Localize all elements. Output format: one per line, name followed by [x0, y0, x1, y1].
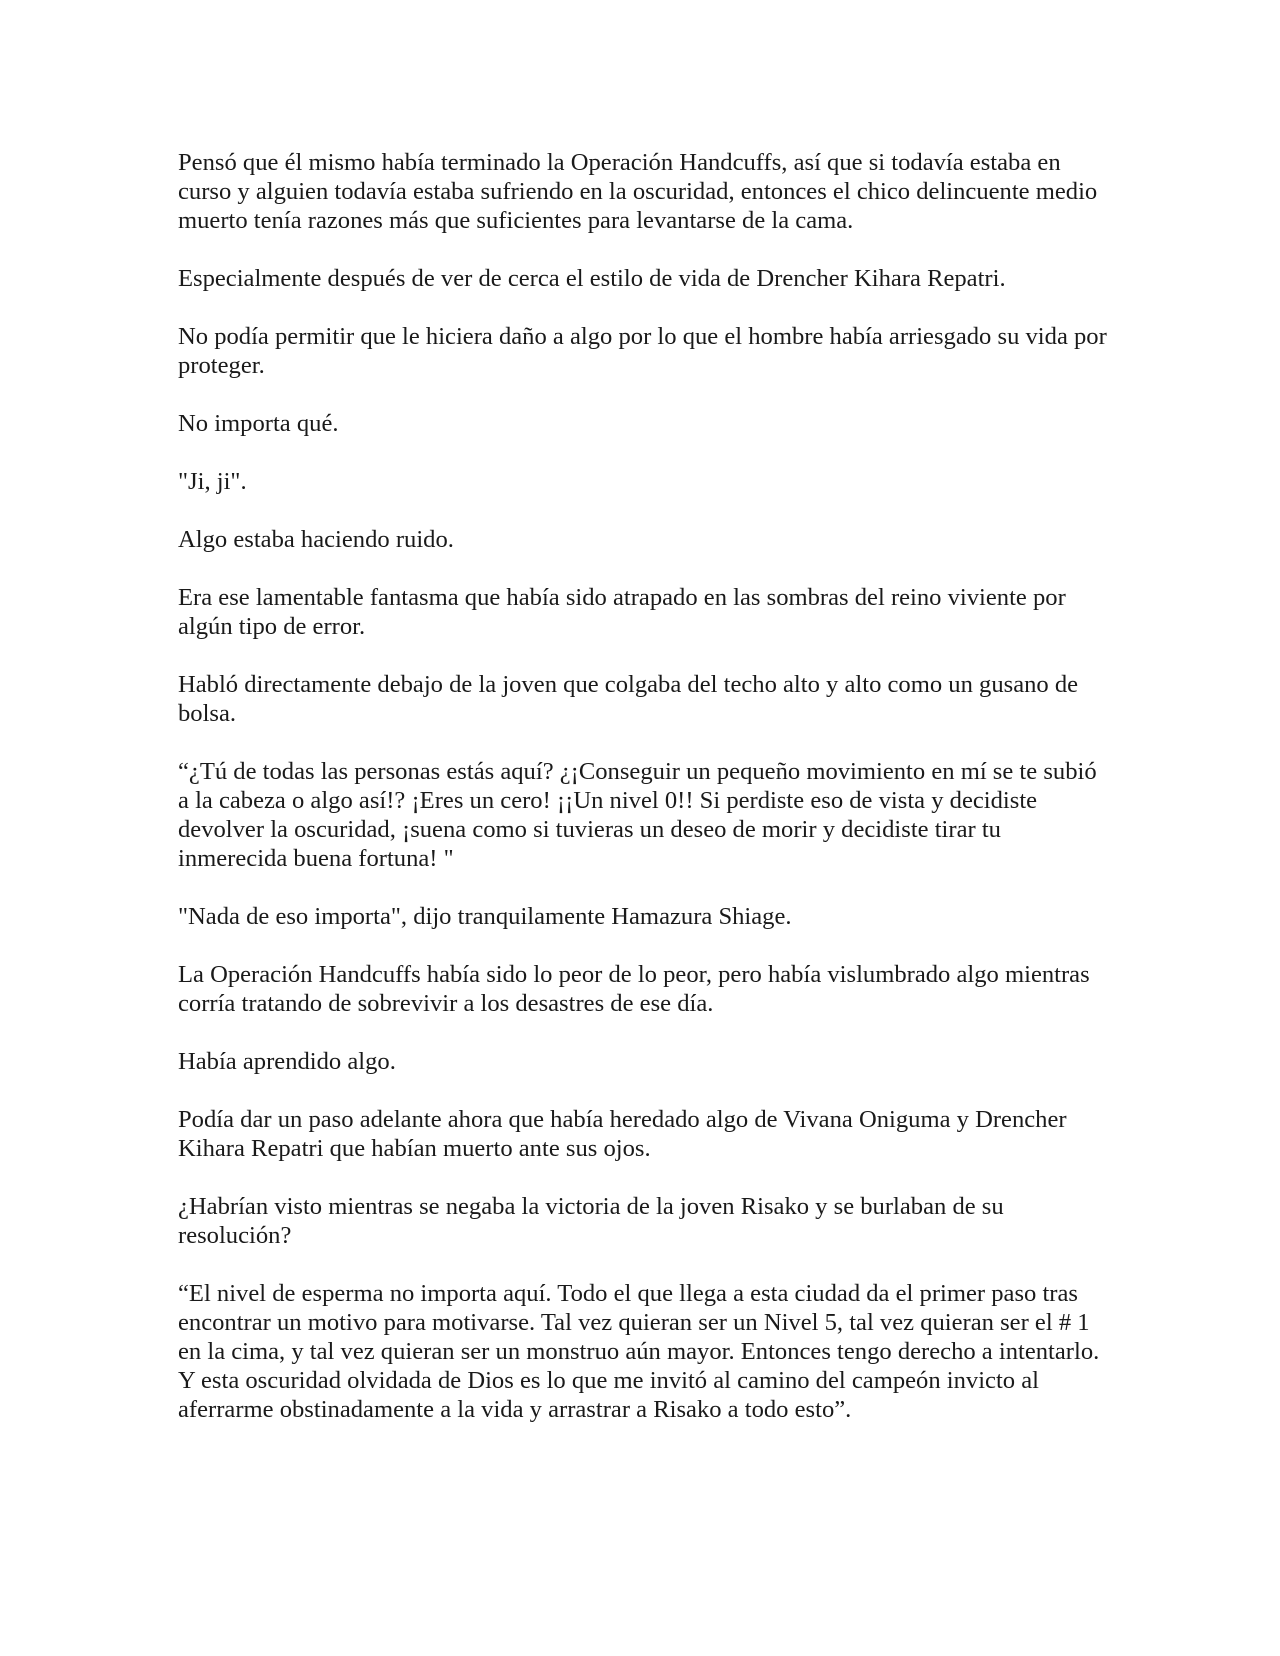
paragraph: La Operación Handcuffs había sido lo peor de lo peor, pero había vislumbrado algo mientras corría tratando de sobrevivir a los desastres de ese día.: [178, 961, 1090, 1017]
paragraph: Podía dar un paso adelante ahora que había heredado algo de Vivana Oniguma y Drencher Kihara Repatri que habían muerto ante sus ojos.: [178, 1106, 1067, 1162]
paragraph: “¿Tú de todas las personas estás aquí? ¿¡Conseguir un pequeño movimiento en mí se te subió a la cabeza o algo así!? ¡Eres un cero! ¡¡Un nivel 0!! Si perdiste eso de vista y decidiste devolver la oscuridad, ¡suena como si tuvieras un deseo de morir y decidiste tirar tu inmerecida buena fortuna! ": [178, 758, 1097, 872]
paragraph: No podía permitir que le hiciera daño a algo por lo que el hombre había arriesgado su vida por proteger.: [178, 323, 1107, 379]
paragraph: Especialmente después de ver de cerca el estilo de vida de Drencher Kihara Repatri.: [178, 265, 1006, 292]
document-body: [178, 148, 1113, 1453]
paragraph: ¿Habrían visto mientras se negaba la victoria de la joven Risako y se burlaban de su resolución?: [178, 1193, 1004, 1249]
paragraph: Pensó que él mismo había terminado la Operación Handcuffs, así que si todavía estaba en curso y alguien todavía estaba sufriendo en la oscuridad, entonces el chico delincuente medio muerto tenía razones más que suficientes para levantarse de la cama.: [178, 149, 1098, 234]
paragraph: “El nivel de esperma no importa aquí. Todo el que llega a esta ciudad da el primer paso tras encontrar un motivo para motivarse. Tal vez quieran ser un Nivel 5, tal vez quieran ser el # 1 en la cima, y tal vez quieran ser un monstruo aún mayor. Entonces tengo derecho a intentarlo. Y esta oscuridad olvidada de Dios es lo que me invitó al camino del campeón invicto al aferrarme obstinadamente a la vida y arrastrar a Risako a todo esto”.: [178, 1280, 1100, 1423]
paragraph: Habló directamente debajo de la joven que colgaba del techo alto y alto como un gusano de bolsa.: [178, 671, 1079, 727]
paragraph: Había aprendido algo.: [178, 1048, 396, 1075]
paragraph: Era ese lamentable fantasma que había sido atrapado en las sombras del reino viviente por algún tipo de error.: [178, 584, 1066, 640]
paragraph: Algo estaba haciendo ruido.: [178, 526, 454, 553]
paragraph: "Nada de eso importa", dijo tranquilamente Hamazura Shiage.: [178, 903, 792, 930]
paragraph: No importa qué.: [178, 410, 339, 437]
paragraph: "Ji, ji".: [178, 468, 247, 495]
